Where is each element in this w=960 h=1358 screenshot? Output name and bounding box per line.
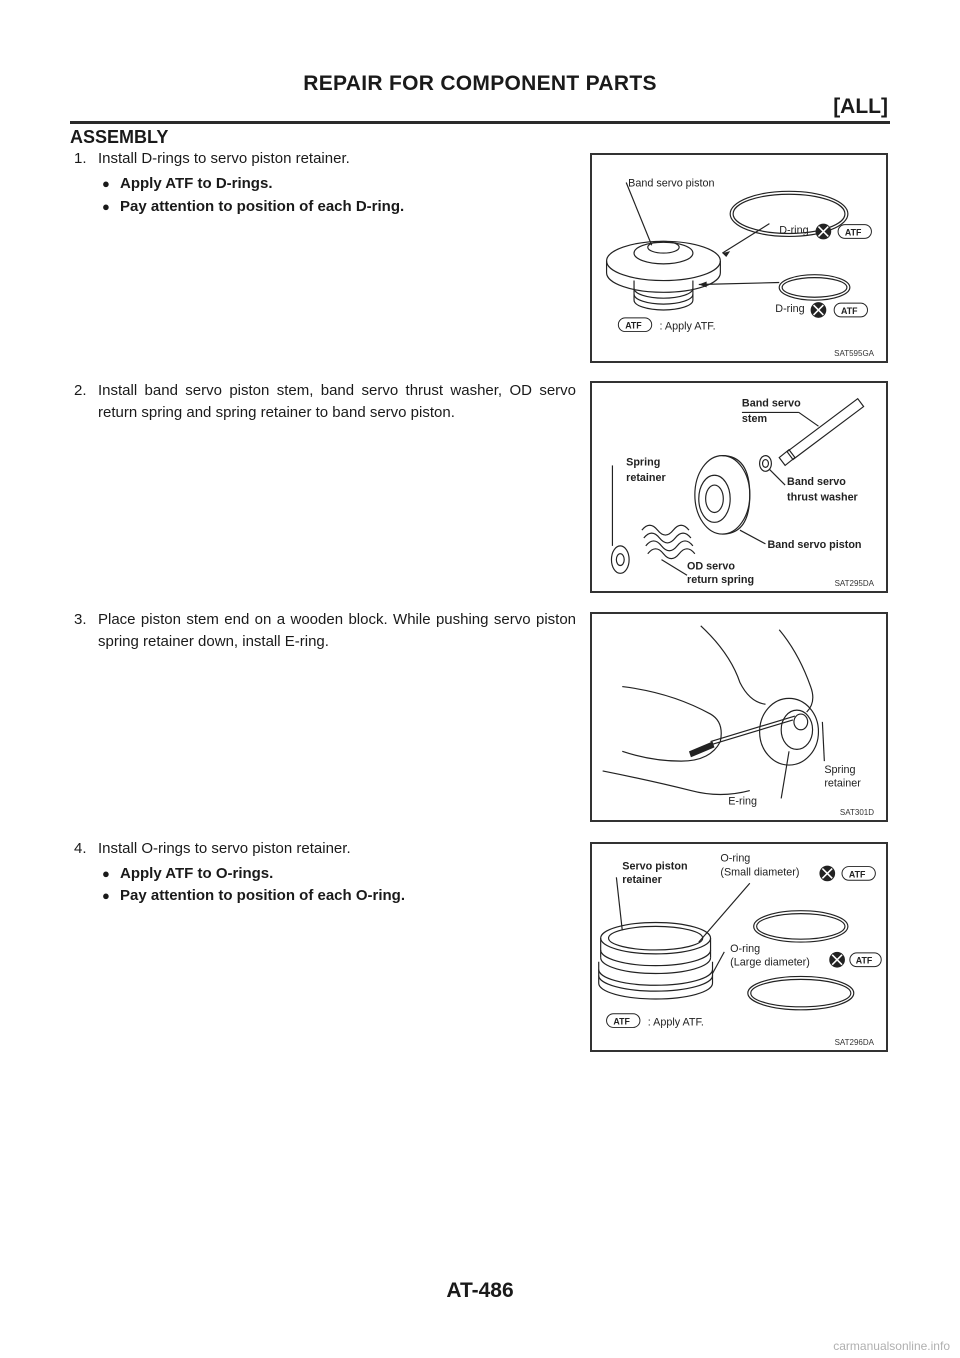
figure-band-servo-stem: [590, 381, 888, 593]
fig3-label-sr2: retainer: [824, 777, 861, 790]
step-number: 2.: [74, 382, 87, 399]
fig1-label-dring1: D-ring: [779, 224, 809, 237]
bullet-dot-icon: ●: [102, 199, 110, 214]
step-1-bullet-1: ● Apply ATF to D-rings.: [102, 175, 273, 192]
step-text: Install band servo piston stem, band servo thrust washer, OD servo return spring and spring retainer to band servo piston.: [98, 382, 576, 421]
fig2-label-washer1: Band servo: [787, 476, 846, 489]
figure-d-rings: [590, 153, 888, 363]
fig4-label-ret2: retainer: [622, 874, 662, 887]
step-number: 1.: [74, 150, 87, 167]
band-servo-piston-illustration: [592, 155, 886, 361]
fig4-label-small1: O-ring: [720, 852, 751, 865]
fig1-label-dring2: D-ring: [775, 302, 805, 315]
step-number: 3.: [74, 611, 87, 628]
bullet-dot-icon: ●: [102, 176, 110, 191]
step-4-bullet-1: ● Apply ATF to O-rings.: [102, 865, 274, 882]
fig4-atf-badge-1: ATF: [848, 869, 866, 880]
header-rule: [70, 121, 890, 124]
step-3: [74, 609, 576, 653]
servo-piston-retainer-illustration: [592, 844, 886, 1050]
fig4-label-large1: O-ring: [730, 942, 761, 955]
fig2-label-spring2: retainer: [626, 472, 666, 485]
step-4-bullet-2: ● Pay attention to position of each O-ring.: [102, 887, 406, 904]
fig4-atf-badge-legend: ATF: [613, 1016, 630, 1027]
page-number: AT-486: [446, 1279, 514, 1302]
step-1: [74, 148, 576, 170]
fig4-atf-badge-2: ATF: [855, 955, 873, 966]
figure-o-rings: [590, 842, 888, 1052]
fig4-label-ret1: Servo piston: [622, 860, 688, 873]
band-servo-stem-illustration: [592, 383, 886, 591]
page-title: REPAIR FOR COMPONENT PARTS: [303, 72, 657, 95]
fig2-label-spring1: Spring: [626, 456, 661, 469]
fig1-atf-badge-1: ATF: [844, 227, 862, 238]
fig2-label-piston: Band servo piston: [767, 538, 862, 551]
figure-code: SAT301D: [839, 808, 874, 817]
fig1-legend: : Apply ATF.: [659, 320, 716, 333]
figure-code: SAT296DA: [834, 1038, 874, 1047]
fig3-label-ering: E-ring: [728, 795, 757, 808]
fig1-seal-icon-1: [816, 224, 832, 240]
fig1-atf-badge-2: ATF: [841, 305, 858, 316]
fig4-seal-icon-2: [829, 952, 845, 968]
bullet-dot-icon: ●: [102, 888, 110, 903]
fig2-label-od1: OD servo: [687, 560, 735, 573]
fig1-atf-badge-legend: ATF: [625, 320, 642, 331]
fig3-label-sr1: Spring: [824, 763, 856, 776]
step-4: [74, 838, 576, 860]
figure-e-ring: [590, 612, 888, 822]
fig2-label-stem2: stem: [741, 413, 768, 426]
fig4-label-small2: (Small diameter): [720, 866, 800, 879]
step-text: Place piston stem end on a wooden block. While pushing servo piston spring retainer down, install E-ring.: [98, 611, 576, 650]
step-1-bullet-2: ● Pay attention to position of each D-ring.: [102, 198, 405, 215]
page-tag: [ALL]: [833, 95, 888, 118]
step-2: [74, 380, 576, 424]
figure-code: SAT595GA: [834, 349, 874, 358]
fig1-label-piston: Band servo piston: [628, 177, 715, 190]
step-text: Install O-rings to servo piston retainer.: [98, 840, 351, 857]
step-number: 4.: [74, 840, 87, 857]
bullet-dot-icon: ●: [102, 866, 110, 881]
fig4-seal-icon-1: [819, 866, 835, 882]
step-text: Install D-rings to servo piston retainer.: [98, 150, 350, 167]
fig2-label-od2: return spring: [687, 574, 755, 587]
watermark[interactable]: carmanualsonline.info: [833, 1339, 950, 1353]
fig2-label-stem1: Band servo: [741, 397, 801, 410]
fig4-label-large2: (Large diameter): [730, 956, 810, 969]
section-title: ASSEMBLY: [70, 127, 169, 147]
fig1-seal-icon-2: [811, 302, 827, 318]
fig2-label-washer2: thrust washer: [787, 491, 858, 504]
e-ring-installation-illustration: [592, 614, 886, 820]
fig4-legend: : Apply ATF.: [647, 1016, 704, 1029]
figure-code: SAT295DA: [834, 579, 874, 588]
